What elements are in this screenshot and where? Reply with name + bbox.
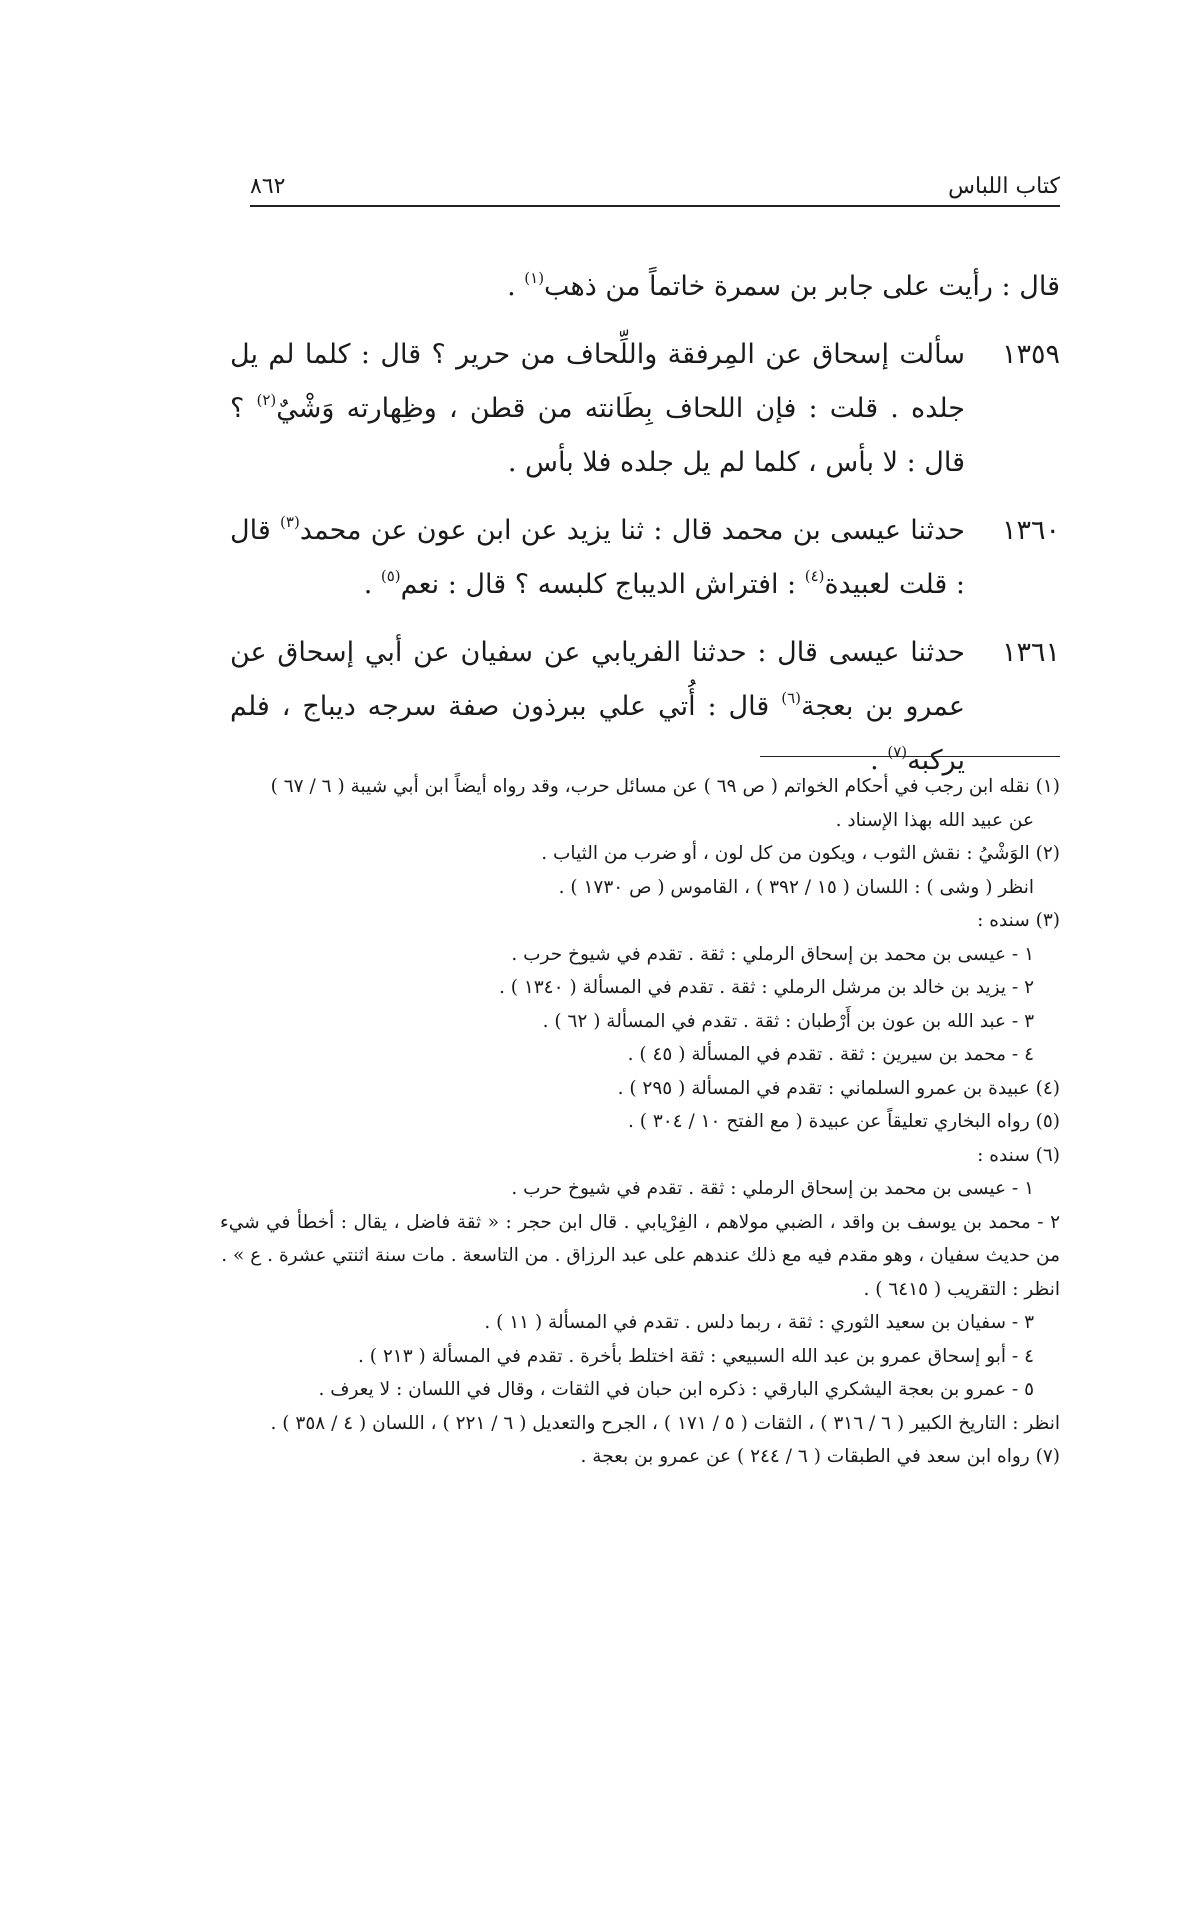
running-header [250,165,1060,207]
book-title: كتاب اللباس [948,174,1060,199]
footnote-ref[interactable]: (٤) [804,567,825,585]
footnote-7: (٧) رواه ابن سعد في الطبقات ( ٦ / ٢٤٤ ) عن عمرو بن بعجة . [580,1446,1060,1467]
entry-1360 [230,504,1060,612]
entry-text: حدثنا عيسى قال : حدثنا الفريابي عن سفيان عن أبي إسحاق عن عمرو بن بعجة$^{(٦)}$ قال : أُتي علي ببرذون صفة سرجه ديباج ، فلم يركبه$^{(٧)}$ . [230,637,965,776]
footnote-6-item: ٢ - محمد بن يوسف بن واقد ، الضبي مولاهم ، الفِرْيابي . قال ابن حجر : « ثقة فاضل ، يقال : أخطأ في شيء من حديث سفيان ، وهو مقدم فيه مع ذلك عندهم على عبد الرزاق . من التاسعة . مات سنة اثنتي عشرة . ع » . [220,1211,1060,1266]
footnote-2: (٢) الوَشْيُ : نقش الثوب ، ويكون من كل لون ، أو ضرب من الثياب . [541,843,1060,864]
footnote-3-item: ٣ - عبد الله بن عون بن أَرْطبان : ثقة . تقدم في المسألة ( ٦٢ ) . [542,1010,1034,1032]
footnote-6-item: ١ - عيسى بن محمد بن إسحاق الرملي : ثقة . تقدم في شيوخ حرب . [511,1178,1034,1199]
footnote-ref[interactable]: (٧) [887,743,908,761]
entry-number: ١٣٦٠ [1001,515,1060,546]
footnote-separator [760,756,1060,757]
footnotes [220,770,1060,1474]
footnote-6: (٦) سنده : [977,1144,1060,1166]
main-text [230,260,1060,788]
intro-paragraph: قال : رأيت على جابر بن سمرة خاتماً من ذهب$^{(١)}$ . [507,269,1060,302]
footnote-2-cont: انظر ( وشى ) : اللسان ( ١٥ / ٣٩٢ ) ، القاموس ( ص ١٧٣٠ ) . [558,876,1034,898]
footnote-6-ref: انظر : التاريخ الكبير ( ٦ / ٣١٦ ) ، الثقات ( ٥ / ١٧١ ) ، الجرح والتعديل ( ٦ / ٢٢١ ) ، اللسان ( ٤ / ٣٥٨ ) . [270,1412,1060,1434]
page-number: ٨٦٢ [250,174,286,199]
footnote-3: (٣) سنده : [977,910,1060,931]
footnote-3-item: ٢ - يزيد بن خالد بن مرشل الرملي : ثقة . تقدم في المسألة ( ١٣٤٠ ) . [498,977,1034,998]
footnote-ref[interactable]: (٦) [781,689,801,707]
entry-1361 [230,626,1060,788]
footnote-6-item: ٤ - أبو إسحاق عمرو بن عبد الله السبيعي : ثقة اختلط بأخرة . تقدم في المسألة ( ٢١٣ ) . [357,1345,1034,1367]
footnote-6-item: ٣ - سفيان بن سعيد الثوري : ثقة ، ربما دلس . تقدم في المسألة ( ١١ ) . [484,1312,1034,1333]
entry-number: ١٣٦١ [1001,637,1060,668]
footnote-ref[interactable]: (٣) [280,513,300,531]
entry-text: حدثنا عيسى بن محمد قال : ثنا يزيد عن ابن عون عن محمد$^{(٣)}$ قال : قلت لعبيدة$^{(٤)}$ : افتراش الديباج كلبسه ؟ قال : نعم$^{(٥)}$ . [230,513,965,600]
footnote-1: (١) نقله ابن رجب في أحكام الخواتم ( ص ٦٩ ) عن مسائل حرب، وقد رواه أيضاً ابن أبي شيبة ( ٦ / ٦٧ ) [270,776,1060,797]
footnote-ref[interactable]: (١) [524,269,545,287]
footnote-3-item: ١ - عيسى بن محمد بن إسحاق الرملي : ثقة . تقدم في شيوخ حرب . [511,943,1034,965]
footnote-ref[interactable]: (٢) [256,391,277,409]
footnote-1-cont: عن عبيد الله بهذا الإسناد . [835,809,1034,831]
entry-number: ١٣٥٩ [1001,339,1060,370]
footnote-5: (٥) رواه البخاري تعليقاً عن عبيدة ( مع الفتح ١٠ / ٣٠٤ ) . [627,1111,1060,1132]
footnote-ref[interactable]: (٥) [380,567,401,585]
footnote-3-item: ٤ - محمد بن سيرين : ثقة . تقدم في المسألة ( ٤٥ ) . [627,1044,1034,1065]
footnote-6-ref: انظر : التقريب ( ٦٤١٥ ) . [863,1278,1060,1300]
footnote-4: (٤) عبيدة بن عمرو السلماني : تقدم في المسألة ( ٢٩٥ ) . [617,1077,1060,1099]
footnote-6-item: ٥ - عمرو بن بعجة اليشكري البارقي : ذكره ابن حبان في الثقات ، وقال في اللسان : لا يعرف . [318,1379,1034,1400]
entry-1359 [230,328,1060,490]
entry-text: سألت إسحاق عن المِرفقة واللِّحاف من حرير ؟ قال : كلما لم يل جلده . قلت : فإن اللحاف بِطَانته من قطن ، وظِهارته وَشْيٌ$^{(٢)}$ ؟ قال : لا بأس ، كلما لم يل جلده فلا بأس . [230,339,965,478]
